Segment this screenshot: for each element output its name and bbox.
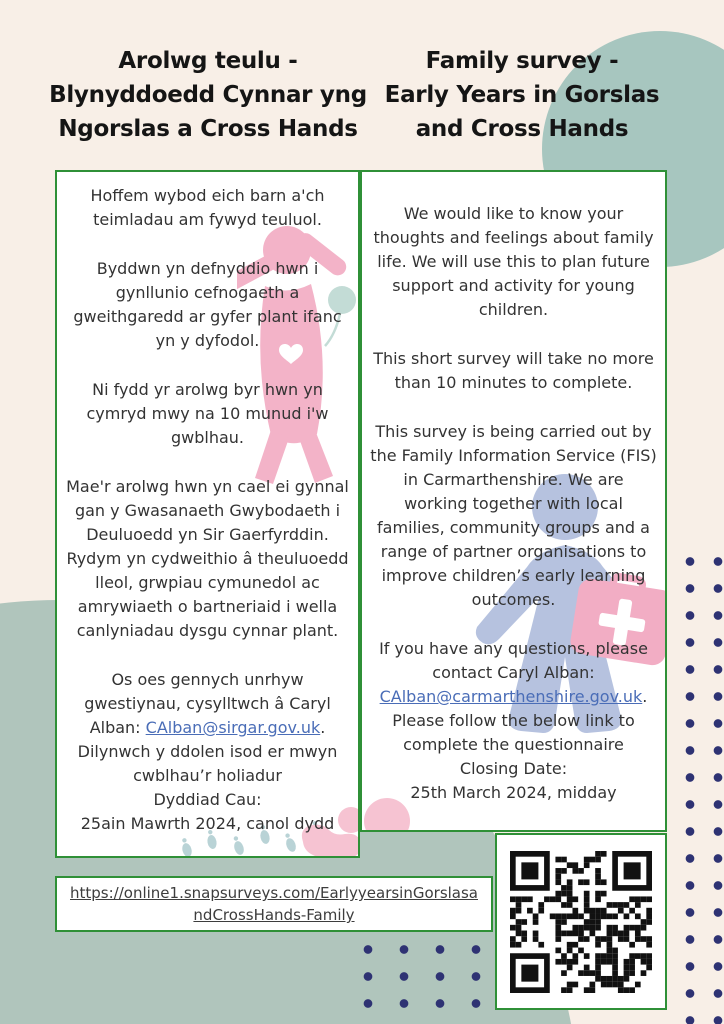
english-contact-paragraph [370,637,657,757]
english-closing-date-label: Closing Date: [459,759,568,778]
welsh-paragraph-3: Ni fydd yr arolwg byr hwn yn cymryd mwy na 10 munud i'w gwblhau. [86,380,329,447]
page-title-welsh [48,44,368,146]
welsh-contact-suffix: . [320,718,326,737]
qr-code-box [495,833,667,1010]
title-welsh-line-3: Ngorslas a Cross Hands [58,116,358,142]
english-paragraph-3: This survey is being carried out by the Family Information Service (FIS) in Carmarthenshire. We are working together with local families, community groups and a range of partner organisations to improve children’s early learning outcomes. [370,422,657,609]
welsh-paragraph-4: Mae'r arolwg hwn yn cael ei gynnal gan y Gwasanaeth Gwybodaeth i Deuluoedd yn Sir Gaerfyrddin. Rydym yn cydweithio â theuluoedd lleol, grwpiau cymunedol ac amrywiaeth o bartneriaid i wella canlyniadau dysgu cynnar plant. [66,477,349,640]
title-english-line-1: Family survey - [425,48,619,74]
page-title-english [370,44,674,146]
survey-url-link[interactable]: https://online1.snapsurveys.com/EarlyyearsinGorslasandCrossHands-Family [70,884,478,924]
welsh-contact-text: Os oes gennych unrhyw gwestiynau, cysylltwch â Caryl Alban: [84,670,331,737]
welsh-column-box [55,170,360,858]
english-paragraph-1: We would like to know your thoughts and feelings about family life. We will use this to plan future support and activity for young children. [373,204,654,319]
welsh-closing-date-value: 25ain Mawrth 2024, canol dydd [80,814,335,833]
english-follow-link-text: Please follow the below link to complete the questionnaire [392,711,635,754]
english-email-link[interactable]: CAlban@carmarthenshire.gov.uk [379,687,643,706]
title-welsh-line-2: Blynyddoedd Cynnar yng [49,82,367,108]
title-welsh-line-1: Arolwg teulu - [118,48,298,74]
qr-code [510,851,652,993]
title-english-line-3: and Cross Hands [415,116,629,142]
english-paragraph-2: This short survey will take no more than 10 minutes to complete. [373,349,654,392]
welsh-column-text [57,172,358,836]
welsh-follow-link-text: Dilynwch y ddolen isod er mwyn cwblhau’r holiadur [77,742,338,785]
english-column-text [362,172,665,805]
english-contact-suffix: . [642,687,648,706]
welsh-contact-paragraph [64,668,351,788]
survey-url-box [55,876,493,932]
dots-pattern-right [676,548,724,1024]
english-contact-text: If you have any questions, please contact Caryl Alban: [379,639,648,682]
welsh-paragraph-1: Hoffem wybod eich barn a'ch teimladau am fywyd teuluol. [90,186,325,229]
english-column-box [360,170,667,832]
welsh-email-link[interactable]: CAlban@sirgar.gov.uk [145,718,321,737]
title-english-line-2: Early Years in Gorslas [384,82,660,108]
welsh-closing-date-label: Dyddiad Cau: [153,790,262,809]
welsh-paragraph-2: Byddwn yn defnyddio hwn i gynllunio cefnogaeth a gweithgaredd ar gyfer plant ifanc yn y dyfodol. [73,259,342,350]
english-closing-date-value: 25th March 2024, midday [410,783,617,802]
